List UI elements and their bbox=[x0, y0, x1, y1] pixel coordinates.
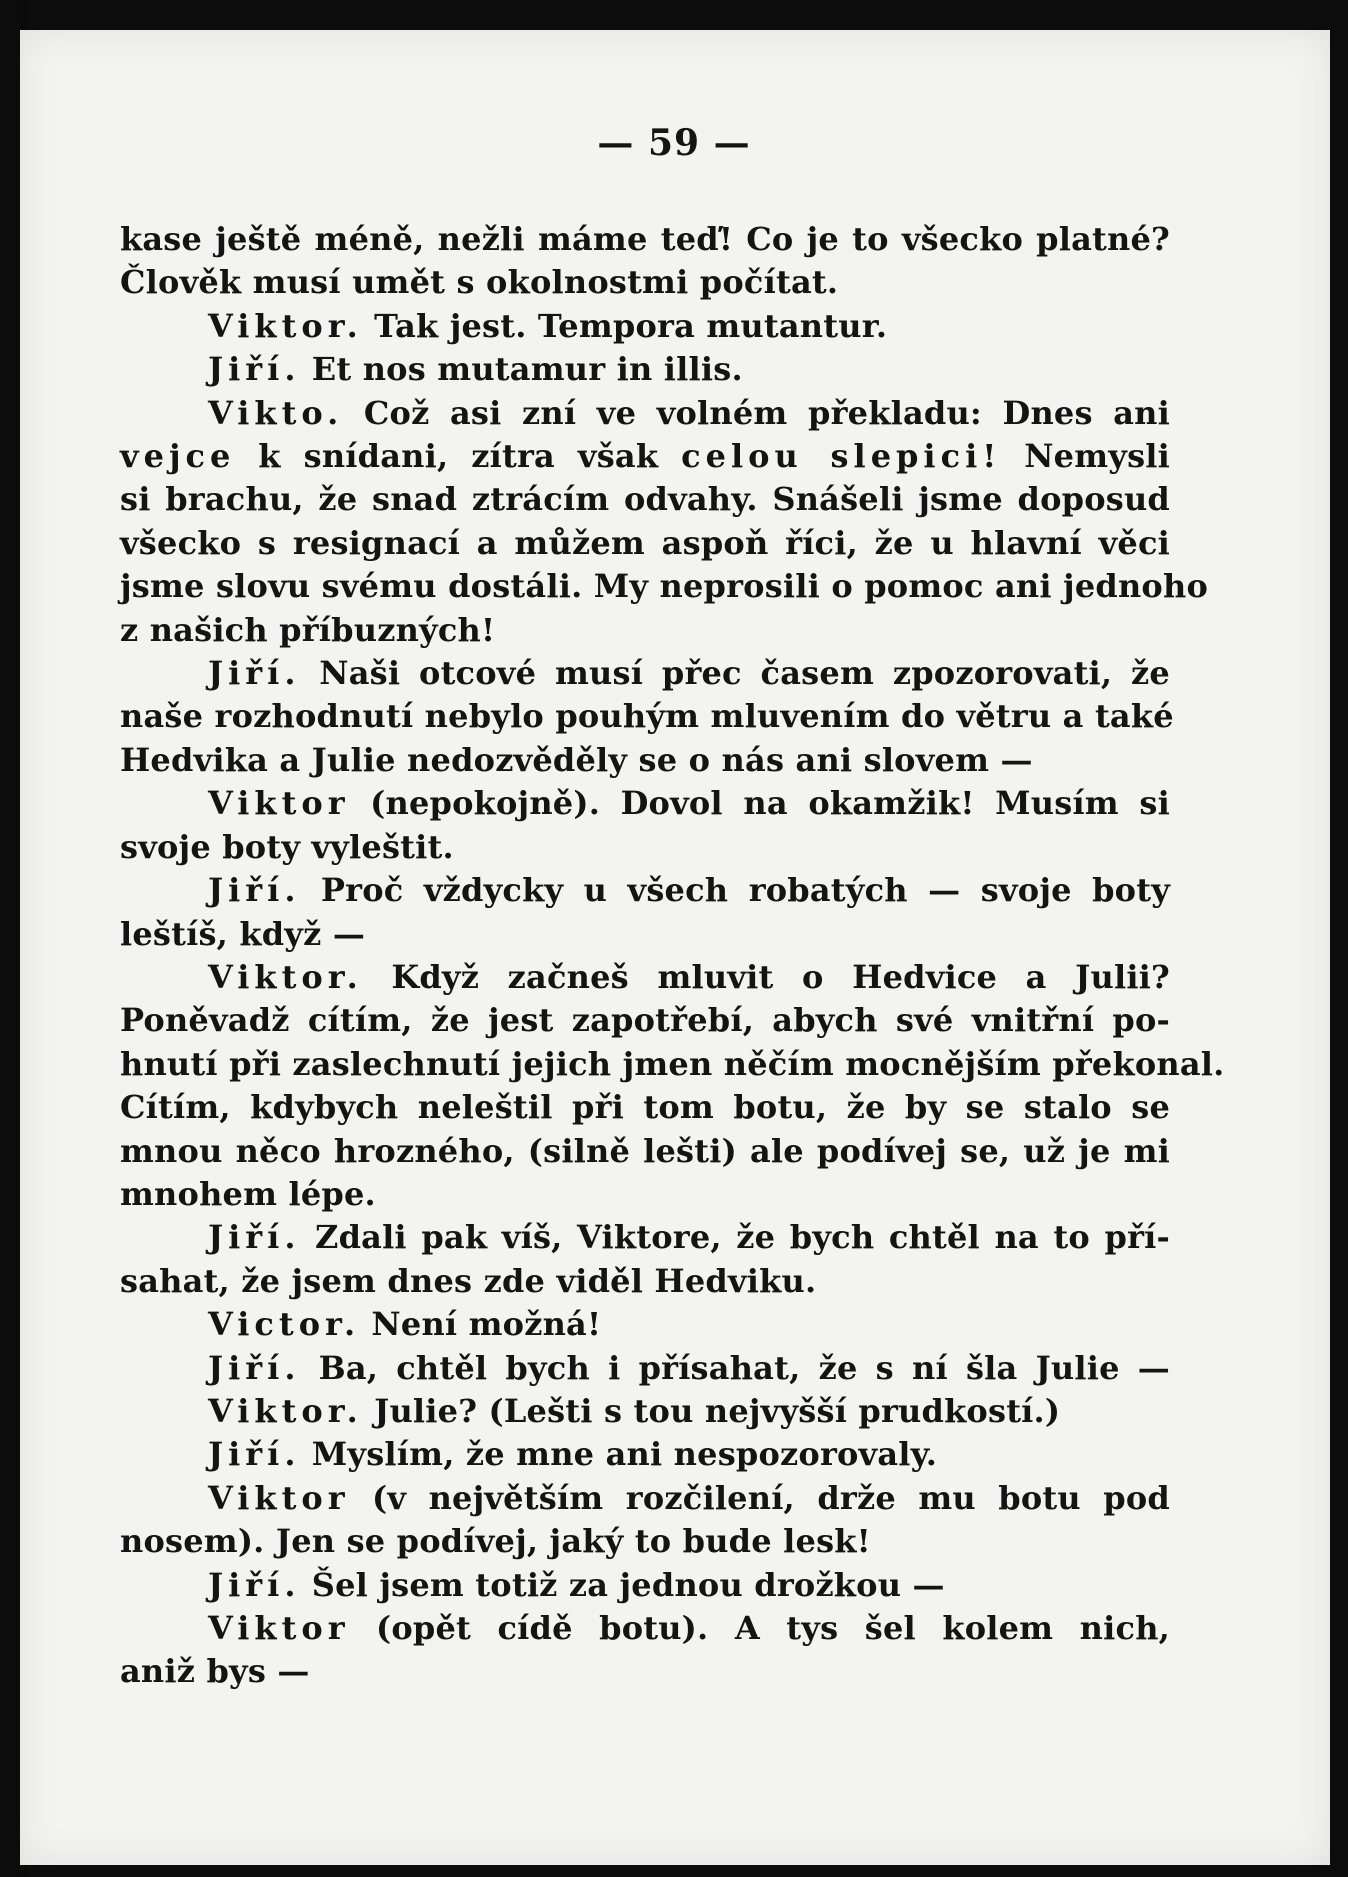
line-text: Cítím, kdybych neleštil při tom botu, že by se stalo se bbox=[120, 1088, 1170, 1127]
text-line bbox=[120, 609, 1170, 652]
line-text: Proč vždycky u všech robatých — svoje boty bbox=[300, 871, 1170, 910]
text-line bbox=[120, 913, 1170, 956]
speaker-name: Viktor. bbox=[208, 957, 363, 996]
text-line bbox=[120, 305, 1170, 348]
text-line bbox=[120, 1130, 1170, 1173]
page-right-border bbox=[1330, 0, 1348, 1877]
line-text: všecko s resignací a můžem aspoň říci, že u hlavní věci bbox=[120, 523, 1170, 562]
speaker-name: vejce bbox=[120, 437, 236, 476]
line-text: Naši otcové musí přec časem zpozorovati, že bbox=[300, 654, 1170, 693]
text-line bbox=[120, 1216, 1170, 1259]
text-line bbox=[120, 826, 1170, 869]
speaker-name: Viktor bbox=[208, 1478, 350, 1517]
text-line bbox=[120, 739, 1170, 782]
text-line bbox=[120, 478, 1170, 521]
line-text: Myslím, že mne ani nespozorovaly. bbox=[300, 1435, 938, 1474]
speaker-name: Jiří. bbox=[208, 1218, 301, 1257]
line-text: z našich příbuzných! bbox=[120, 610, 496, 649]
text-line bbox=[120, 1433, 1170, 1476]
speaker-name: Jiří. bbox=[208, 871, 301, 910]
line-text: si brachu, že snad ztrácím odvahy. Snášeli jsme doposud bbox=[120, 480, 1170, 519]
text-line bbox=[120, 1564, 1170, 1607]
line-text: jsme slovu svému dostáli. My neprosili o pomoc ani jednoho bbox=[120, 567, 1208, 606]
speaker-name: Jiří. bbox=[208, 1435, 301, 1474]
text-line bbox=[120, 565, 1208, 608]
line-text: leštíš, když — bbox=[120, 914, 366, 953]
line-text: Což asi zní ve volném překladu: Dnes ani bbox=[343, 393, 1170, 432]
text-line bbox=[120, 1303, 1170, 1346]
speaker-name: Victor. bbox=[208, 1305, 361, 1344]
text-line bbox=[120, 782, 1170, 825]
line-text: k snídani, zítra však bbox=[235, 437, 682, 476]
line-text: nosem). Jen se podívej, jaký to bude lesk! bbox=[120, 1522, 871, 1561]
speaker-name: Viktor bbox=[208, 784, 350, 823]
line-text: sahat, že jsem dnes zde viděl Hedviku. bbox=[120, 1261, 817, 1300]
text-line bbox=[120, 956, 1170, 999]
line-text: Julie? (Lešti s tou nejvyšší prudkostí.) bbox=[362, 1391, 1061, 1430]
line-text: Tak jest. Tempora mutantur. bbox=[362, 306, 888, 345]
line-text: Poněvadž cítím, že jest zapotřebí, abych své vnitřní po- bbox=[120, 1001, 1170, 1040]
body-text bbox=[120, 218, 1225, 1694]
speaker-name: Jiří. bbox=[208, 1565, 301, 1604]
text-line bbox=[120, 652, 1170, 695]
speaker-name: Viktor bbox=[208, 1609, 350, 1647]
speaker-name: Viktor. bbox=[208, 306, 363, 345]
text-line bbox=[120, 999, 1170, 1042]
text-line bbox=[120, 218, 1170, 261]
page-number: — 59 — bbox=[597, 122, 751, 164]
line-text: aniž bys — bbox=[120, 1652, 310, 1691]
text-line bbox=[120, 1520, 1170, 1563]
line-text: naše rozhodnutí nebylo pouhým mluvením do větru a také bbox=[120, 697, 1174, 736]
line-text: Člověk musí umět s okolnostmi počítat. bbox=[120, 263, 839, 302]
text-line bbox=[120, 1173, 1170, 1216]
text-line bbox=[120, 1477, 1170, 1520]
line-text: kase ještě méně, nežli máme teď! Co je to všecko platné? bbox=[120, 220, 1170, 258]
speaker-name: Jiří. bbox=[208, 350, 301, 389]
line-text: mnohem lépe. bbox=[120, 1174, 376, 1213]
line-text: hnutí při zaslechnutí jejich jmen něčím mocnějším překonal. bbox=[120, 1044, 1225, 1083]
line-text: Nemysli bbox=[1001, 437, 1171, 476]
line-text: Et nos mutamur in illis. bbox=[300, 350, 743, 389]
line-text: mnou něco hrozného, (silně lešti) ale podívej se, už je mi bbox=[120, 1131, 1170, 1170]
text-line bbox=[120, 695, 1174, 738]
text-line bbox=[120, 1390, 1170, 1433]
line-text: Hedvika a Julie nedozvěděly se o nás ani slovem — bbox=[120, 740, 1033, 779]
speaker-name: Viktor. bbox=[208, 1391, 363, 1430]
speaker-name: Vikto. bbox=[208, 393, 344, 432]
text-line bbox=[120, 261, 1170, 304]
text-line bbox=[120, 435, 1170, 478]
text-line bbox=[120, 1347, 1170, 1390]
text-line bbox=[120, 1607, 1170, 1650]
line-text: (v největším rozčilení, drže mu botu pod bbox=[349, 1478, 1170, 1517]
line-text: Šel jsem totiž za jednou drožkou — bbox=[300, 1565, 945, 1604]
speaker-name: celou slepici! bbox=[681, 437, 1002, 476]
text-line bbox=[120, 1650, 1170, 1693]
speaker-name: Jiří. bbox=[208, 1348, 301, 1387]
line-text: Ba, chtěl bych i přísahat, že s ní šla Julie — bbox=[300, 1348, 1170, 1387]
text-line bbox=[120, 1086, 1170, 1129]
speaker-name: Jiří. bbox=[208, 654, 301, 693]
line-text: (opět cídě botu). A tys šel kolem nich, bbox=[349, 1609, 1170, 1647]
text-line bbox=[120, 392, 1170, 435]
text-line bbox=[120, 1043, 1225, 1086]
line-text: Zdali pak víš, Viktore, že bych chtěl na to pří- bbox=[300, 1218, 1170, 1257]
line-text: Není možná! bbox=[360, 1305, 602, 1344]
text-line bbox=[120, 869, 1170, 912]
line-text: (nepokojně). Dovol na okamžik! Musím si bbox=[349, 784, 1170, 823]
line-text: Když začneš mluvit o Hedvice a Julii? bbox=[362, 957, 1170, 996]
text-line bbox=[120, 1260, 1170, 1303]
text-line bbox=[120, 522, 1170, 565]
line-text: svoje boty vyleštit. bbox=[120, 827, 454, 866]
text-line bbox=[120, 348, 1170, 391]
